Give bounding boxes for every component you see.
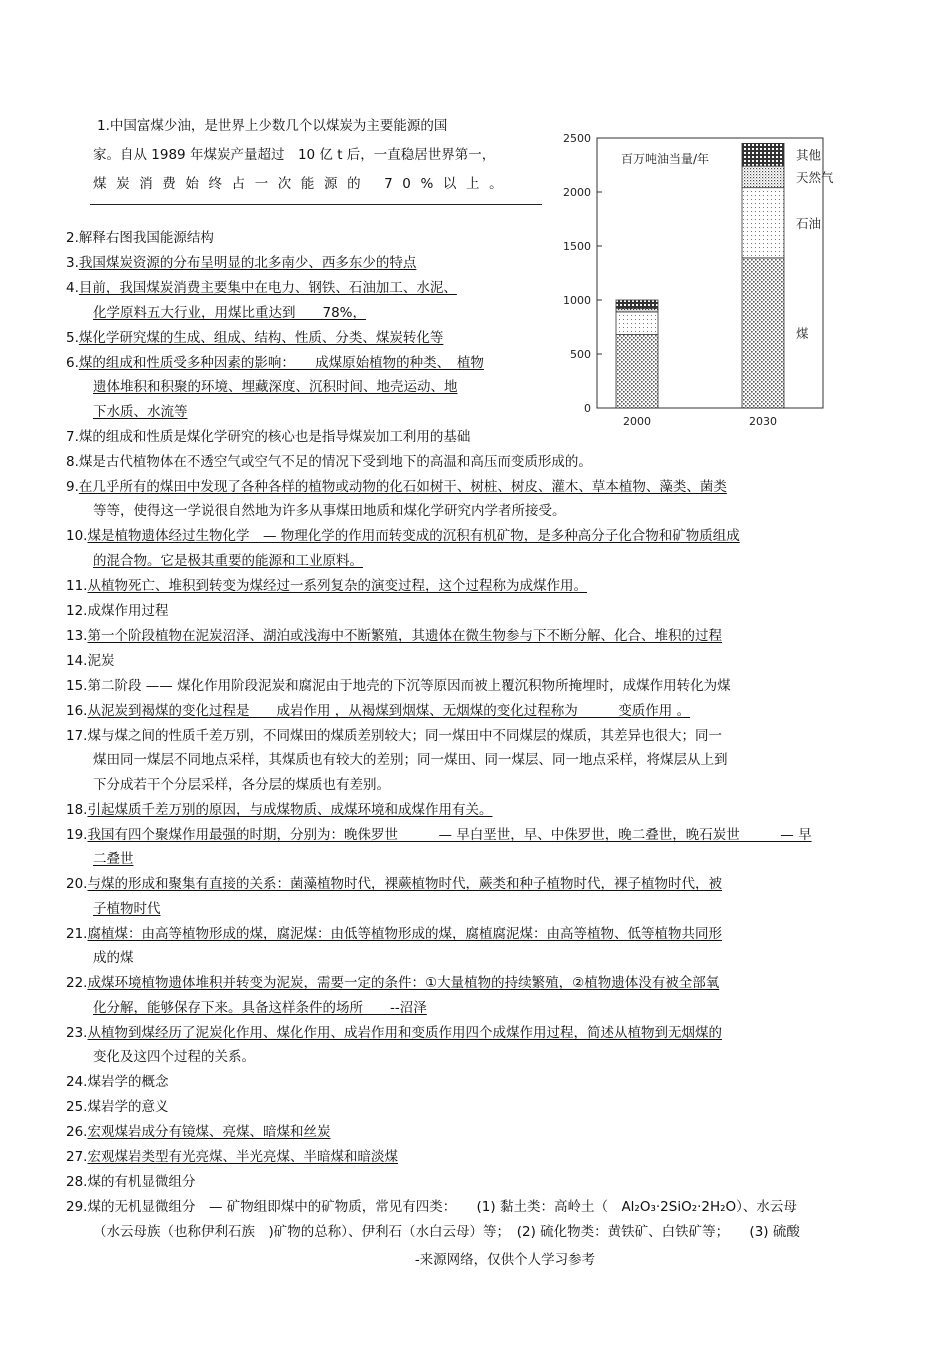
list-item: 13.第一个阶段植物在泥炭沼泽、湖泊或浅海中不断繁殖，其遗体在微生物参与下不断分解、化合、堆积的过程 (66, 627, 722, 644)
x-tick-label: 2000 (623, 415, 651, 428)
list-item: 23.从植物到煤经历了泥炭化作用、煤化作用、成岩作用和变质作用四个成煤作用过程，简述从植物到无烟煤的 变化及这四个过程的关系。 (66, 1024, 722, 1065)
y-tick-label: 0 (584, 402, 591, 415)
series-label: 煤 (796, 325, 809, 341)
list-item: 16.从泥炭到褐煤的变化过程是 成岩作用 ，从褐煤到烟煤、无烟煤的变化过程称为 变质作用 。 (66, 702, 691, 719)
chart-ylabel: 百万吨油当量/年 (621, 152, 710, 166)
bar-segment (616, 312, 658, 335)
list-item: 17.煤与煤之间的性质千差万别，不同煤田的煤质差别较大；同一煤田中不同煤层的煤质，其差异也很大；同一 煤田同一煤层不同地点采样，其煤质也有较大的差别；同一煤田、同一煤层、同一地点采样，将煤层从上到 下分成若干个分层采样，各分层的煤质也有差别。 (66, 727, 728, 793)
list-item: 5.煤化学研究煤的生成、组成、结构、性质、分类、煤炭转化等 (66, 329, 444, 346)
intro-line-2: 家。自从 1989 年煤炭产量超过 10 亿 t 后，一直稳居世界第一， (93, 147, 496, 163)
list-item: 14.泥炭 (66, 652, 115, 669)
intro-underline (90, 204, 542, 205)
list-item: 18.引起煤质千差万别的原因，与成煤物质、成煤环境和成煤作用有关。 (66, 801, 493, 818)
list-item: 28.煤的有机显微组分 (66, 1174, 196, 1190)
list-item: 7.煤的组成和性质是煤化学研究的核心也是指导煤炭加工利用的基础 (66, 428, 471, 445)
bar-segment (742, 258, 784, 408)
list-item: 10.煤是植物遗体经过生物化学 — 物理化学的作用而转变成的沉积有机矿物，是多种高分子化合物和矿物质组成 的混合物。它是极其重要的能源和工业原料。 (66, 528, 740, 569)
list-item: 20.与煤的形成和聚集有直接的关系：菌藻植物时代，裸蕨植物时代，蕨类和种子植物时代，裸子植物时代，被 子植物时代 (66, 876, 722, 917)
y-tick-label: 500 (570, 348, 591, 361)
bar-segment (742, 188, 784, 258)
list-item: 22.成煤环境植物遗体堆积并转变为泥炭，需要一定的条件：①大量植物的持续繁殖，②植物遗体没有被全部氧 化分解，能够保存下来。具备这样条件的场所 --沼泽 (66, 975, 720, 1016)
intro-paragraph (93, 112, 543, 199)
list-item: 11.从植物死亡、堆积到转变为煤经过一系列复杂的演变过程，这个过程称为成煤作用。 (66, 577, 587, 594)
bar-segment (742, 143, 784, 166)
bar-segment (616, 335, 658, 408)
list-item: 6.煤的组成和性质受多种因素的影响： 成煤原始植物的种类、 植物 遗体堆积和积聚的环境、埋藏深度、沉积时间、地壳运动、地 下水质、水流等 (66, 354, 484, 420)
intro-line-3: 煤炭消费始终占一次能源的 70%以上。 (93, 176, 513, 192)
list-item: 8.煤是古代植物体在不透空气或空气不足的情况下受到地下的高温和高压而变质形成的。 (66, 453, 592, 470)
y-tick-label: 2000 (563, 186, 591, 199)
list-item: 21.腐植煤：由高等植物形成的煤，腐泥煤：由低等植物形成的煤，腐植腐泥煤：由高等植物、低等植物共同形 成的煤 (66, 925, 722, 966)
y-tick-label: 2500 (563, 132, 591, 145)
list-item: 2.解释右图我国能源结构 (66, 230, 214, 246)
series-label: 石油 (796, 215, 822, 231)
list-item: 4.目前，我国煤炭消费主要集中在电力、钢铁、石油加工、水泥、 化学原料五大行业，用煤比重达到 78%， (66, 280, 457, 321)
intro-line-1: 1.中国富煤少油，是世界上少数几个以煤炭为主要能源的国 (97, 118, 448, 134)
series-label: 天然气 (796, 169, 834, 185)
list-item: 19.我国有四个聚煤作用最强的时期，分别为：晚侏罗世 — 早白垩世，早、中侏罗世，晚二叠世，晚石炭世 — 早 二叠世 (66, 826, 812, 867)
series-label: 其他 (796, 147, 822, 163)
y-tick-label: 1500 (563, 240, 591, 253)
list-item: 24.煤岩学的概念 (66, 1074, 169, 1090)
bar-segment (616, 309, 658, 312)
bar-segment (616, 300, 658, 309)
footer-note: -来源网络，仅供个人学习参考 (414, 1252, 596, 1268)
y-tick-label: 1000 (563, 294, 591, 307)
x-tick-label: 2030 (749, 415, 777, 428)
bar-segment (742, 166, 784, 188)
list-item: 3.我国煤炭资源的分布呈明显的北多南少、西多东少的特点 (66, 255, 417, 271)
list-item: 27.宏观煤岩类型有光亮煤、半光亮煤、半暗煤和暗淡煤 (66, 1149, 398, 1165)
energy-structure-chart (555, 123, 855, 433)
list-item: 9.在几乎所有的煤田中发现了各种各样的植物或动物的化石如树干、树桩、树皮、灌木、草本植物、藻类、菌类 等等，使得这一学说很自然地为许多从事煤田地质和煤化学研究内学者所接受。 (66, 478, 727, 519)
list-item: 25.煤岩学的意义 (66, 1099, 169, 1115)
list-item: 12.成煤作用过程 (66, 602, 169, 619)
list-item: 29.煤的无机显微组分 — 矿物组即煤中的矿物质，常见有四类： (1) 黏土类：高岭土（ Al₂O₃·2SiO₂·2H₂O）、水云母 （水云母族（也称伊利石族 )矿物的总称）、伊利石（水白云母）等； (2) 硫化物类：黄铁矿、白铁矿等； (3) 硫酸 (66, 1199, 800, 1240)
list-item: 26.宏观煤岩成分有镜煤、亮煤、暗煤和丝炭 (66, 1124, 331, 1140)
list-item: 15.第二阶段 —— 煤化作用阶段泥炭和腐泥由于地壳的下沉等原因而被上覆沉积物所掩埋时，成煤作用转化为煤 (66, 677, 731, 694)
